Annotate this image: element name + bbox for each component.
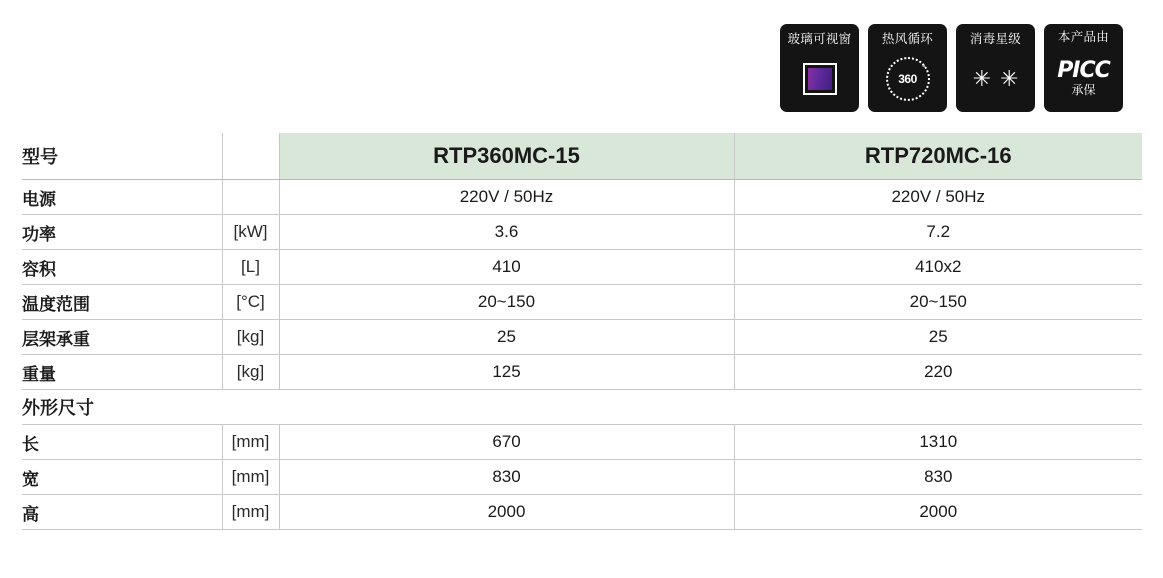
row-value-2: 20~150 bbox=[734, 285, 1142, 320]
row-label: 层架承重 bbox=[22, 320, 222, 355]
row-value-2: 7.2 bbox=[734, 215, 1142, 250]
row-label: 宽 bbox=[22, 460, 222, 495]
badge-title: 热风循环 bbox=[881, 31, 934, 46]
row-label: 重量 bbox=[22, 355, 222, 390]
row-value-1: 670 bbox=[279, 425, 734, 460]
row-label: 温度范围 bbox=[22, 285, 222, 320]
table-row bbox=[22, 355, 1142, 390]
row-value-2: 25 bbox=[734, 320, 1142, 355]
snowflake-icon bbox=[956, 46, 1035, 112]
degree-symbol: ° bbox=[922, 65, 925, 72]
row-unit: [mm] bbox=[222, 495, 279, 530]
row-label: 长 bbox=[22, 425, 222, 460]
row-label: 功率 bbox=[22, 215, 222, 250]
table-row bbox=[22, 215, 1142, 250]
header-model-1: RTP360MC-15 bbox=[279, 133, 734, 180]
row-unit: [mm] bbox=[222, 425, 279, 460]
row-unit bbox=[222, 180, 279, 215]
row-unit: [kg] bbox=[222, 355, 279, 390]
row-label: 高 bbox=[22, 495, 222, 530]
table-row bbox=[22, 320, 1142, 355]
row-value-1: 830 bbox=[279, 460, 734, 495]
row-unit: [mm] bbox=[222, 460, 279, 495]
row-value-1: 125 bbox=[279, 355, 734, 390]
feature-badge-row bbox=[780, 24, 1123, 112]
row-unit: [L] bbox=[222, 250, 279, 285]
picc-logo-text: PICC bbox=[1057, 58, 1110, 83]
snowflake-group bbox=[973, 68, 1019, 90]
badge-title: 本产品由 bbox=[1057, 29, 1110, 44]
row-unit: [kg] bbox=[222, 320, 279, 355]
snowflake-icon-2: ✳ bbox=[1000, 66, 1019, 91]
header-label: 型号 bbox=[22, 133, 222, 180]
row-value-2: 220V / 50Hz bbox=[734, 180, 1142, 215]
table-row bbox=[22, 180, 1142, 215]
circle-360-label: 360 bbox=[898, 72, 917, 86]
badge-sterilization-rating bbox=[956, 24, 1035, 112]
circle-360 bbox=[886, 57, 930, 101]
table-section-row bbox=[22, 390, 1142, 425]
table-row bbox=[22, 495, 1142, 530]
badge-title: 玻璃可视窗 bbox=[787, 31, 852, 46]
row-value-1: 3.6 bbox=[279, 215, 734, 250]
specification-table bbox=[22, 133, 1142, 530]
glass-window-icon bbox=[780, 46, 859, 112]
row-label: 电源 bbox=[22, 180, 222, 215]
air-circulation-360-icon bbox=[868, 46, 947, 112]
snowflake-icon-1: ✳ bbox=[972, 66, 991, 91]
row-unit: [°C] bbox=[222, 285, 279, 320]
badge-glass-window bbox=[780, 24, 859, 112]
section-label: 外形尺寸 bbox=[22, 390, 1142, 425]
badge-air-circulation bbox=[868, 24, 947, 112]
row-value-1: 410 bbox=[279, 250, 734, 285]
table-header-row bbox=[22, 133, 1142, 180]
table-row bbox=[22, 285, 1142, 320]
row-value-2: 220 bbox=[734, 355, 1142, 390]
table-row bbox=[22, 425, 1142, 460]
header-model-2: RTP720MC-16 bbox=[734, 133, 1142, 180]
table-row bbox=[22, 250, 1142, 285]
picc-sub-text: 承保 bbox=[1071, 83, 1096, 97]
row-value-1: 25 bbox=[279, 320, 734, 355]
row-value-1: 220V / 50Hz bbox=[279, 180, 734, 215]
header-unit bbox=[222, 133, 279, 180]
row-value-1: 20~150 bbox=[279, 285, 734, 320]
row-value-2: 410x2 bbox=[734, 250, 1142, 285]
row-value-2: 830 bbox=[734, 460, 1142, 495]
window-glass bbox=[808, 68, 832, 90]
table-row bbox=[22, 460, 1142, 495]
row-label: 容积 bbox=[22, 250, 222, 285]
badge-picc-insurance bbox=[1044, 24, 1123, 112]
row-value-2: 1310 bbox=[734, 425, 1142, 460]
window-frame bbox=[803, 63, 837, 95]
row-value-1: 2000 bbox=[279, 495, 734, 530]
picc-insurance-icon bbox=[1044, 44, 1123, 112]
row-value-2: 2000 bbox=[734, 495, 1142, 530]
badge-title: 消毒星级 bbox=[969, 31, 1022, 46]
row-unit: [kW] bbox=[222, 215, 279, 250]
